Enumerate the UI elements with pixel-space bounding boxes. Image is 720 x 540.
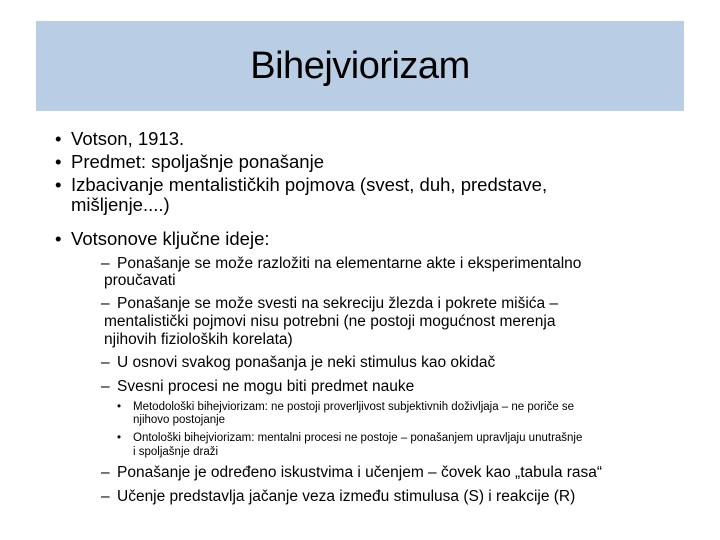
bullet-text: Votsonove ključne ideje: <box>71 228 270 249</box>
bullet-text: Svesni procesi ne mogu biti predmet nauke <box>117 378 415 395</box>
bullet-text: Ponašanje je određeno iskustvima i učenjem – čovek kao „tabula rasa“ <box>117 464 603 481</box>
bullet-text: mišljenje....) <box>71 194 170 215</box>
bullet-text: njihovo postojanje <box>133 414 226 426</box>
bullet-marker: • <box>55 151 62 172</box>
bullet-marker: • <box>55 128 62 149</box>
bullet-text: Predmet: spoljašnje ponašanje <box>71 151 324 172</box>
bullet-text: Ponašanje se može razložiti na elementarne akte i eksperimentalno <box>117 255 582 272</box>
bullet-marker: – <box>101 295 110 312</box>
bullet-marker: – <box>101 255 110 272</box>
bullet-text: Ontološki bihejviorizam: mentalni procesi ne postoje – ponašanjem upravljaju unutrašnje <box>133 432 583 444</box>
slide-title: Bihejviorizam <box>250 44 470 87</box>
bullet-marker: – <box>101 354 110 371</box>
bullet-text: U osnovi svakog ponašanja je neki stimulus kao okidač <box>117 354 496 371</box>
bullet-text: mentalistički pojmovi nisu potrebni (ne postoji mogućnost merenja <box>104 313 556 330</box>
bullet-marker: • <box>117 401 122 413</box>
bullet-text: Izbacivanje mentalističkih pojmova (svest, duh, predstave, <box>71 174 548 195</box>
bullet-text: Učenje predstavlja jačanje veza između stimulusa (S) i reakcije (R) <box>117 488 576 505</box>
bullet-text: proučavati <box>104 272 176 289</box>
bullet-text: Votson, 1913. <box>71 128 185 149</box>
bullet-marker: – <box>101 378 110 395</box>
bullet-text: njihovih fizioloških korelata) <box>104 331 293 348</box>
title-box <box>36 21 684 111</box>
bullet-text: Metodološki bihejviorizam: ne postoji proverljivost subjektivnih doživljaja – ne poriče se <box>133 401 575 413</box>
bullet-marker: – <box>101 488 110 505</box>
bullet-marker: • <box>55 228 62 249</box>
bullet-marker: • <box>117 432 122 444</box>
bullet-text: Ponašanje se može svesti na sekreciju žlezda i pokrete mišića – <box>117 295 559 312</box>
bullet-marker: – <box>101 464 110 481</box>
bullet-marker: • <box>55 174 62 195</box>
bullet-text: i spoljašnje draži <box>133 446 219 458</box>
